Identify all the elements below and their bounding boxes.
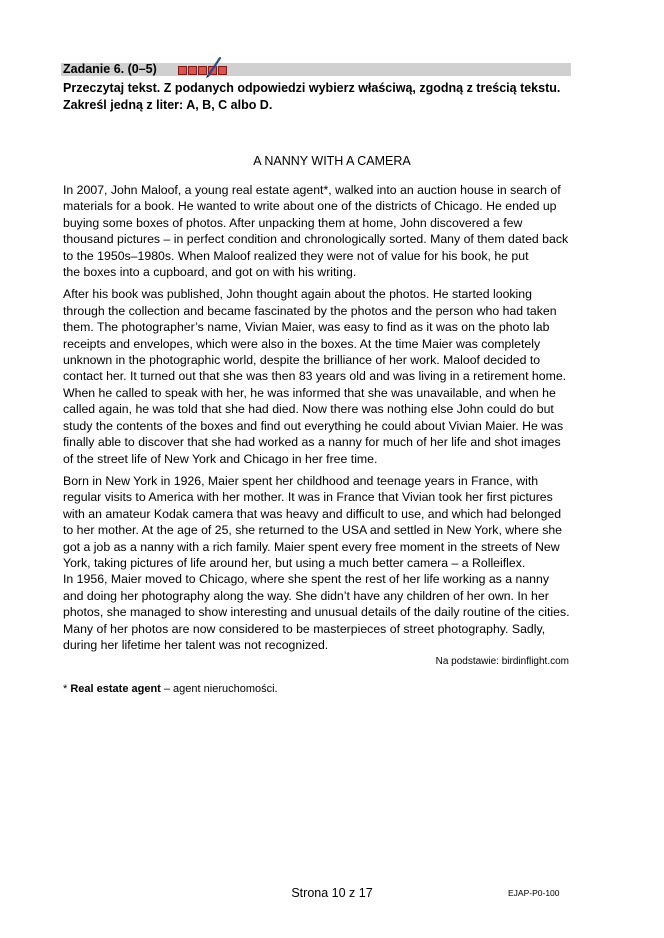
- text-line: photos, she managed to show interesting and unusual details of the daily routine of the cities.: [63, 605, 570, 620]
- footnote: [63, 683, 278, 696]
- text-line: to the 1950s–1980s. When Maloof realized they were not of value for his book, he put: [63, 248, 529, 263]
- text-line: of the street life of New York and Chicago in her free time.: [63, 451, 378, 466]
- task-title: Zadanie 6. (0–5): [63, 62, 157, 76]
- text-line: them. The photographer’s name, Vivian Maier, was easy to find as it was on the photo lab: [63, 320, 550, 335]
- text-line: unknown in the photographic world, despite the brilliance of her work. Maloof decided to: [63, 353, 541, 368]
- article-body: [63, 182, 578, 659]
- text-line: Many of her photos are now considered to be masterpieces of street photography. Sadly,: [63, 621, 546, 636]
- text-line: thousand pictures – in perfect condition and chronologically sorted. Many of them dated back: [63, 232, 569, 247]
- text-line: When he called to speak with her, he was informed that she was unavailable, and when he: [63, 385, 556, 400]
- text-line: study the contents of the boxes and find out everything he could about Vivian Maier. He was: [63, 418, 564, 433]
- text-line: to her mother. At the age of 25, she returned to the USA and settled in New York, where she: [63, 523, 563, 538]
- text-line: regular visits to America with her mother. It was in France that Vivian took her first pictures: [63, 490, 553, 505]
- footnote-term: Real estate agent: [70, 683, 161, 695]
- text-line: York, taking pictures of life around her, but using a much better camera – a Rolleiflex.: [63, 555, 526, 570]
- article-paragraph: [63, 473, 578, 653]
- text-line: contact her. It turned out that she was then 83 years old and was living in a retirement home.: [63, 369, 567, 384]
- page-number: Strona 10 z 17: [291, 886, 373, 900]
- article-paragraph: [63, 286, 578, 466]
- article-title: A NANNY WITH A CAMERA: [253, 154, 411, 168]
- text-line: through the collection and became fascinated by the photos and the person who had taken: [63, 303, 557, 318]
- footnote-marker: *: [63, 683, 71, 695]
- text-line: Born in New York in 1926, Maier spent her childhood and teenage years in France, with: [63, 473, 539, 488]
- article-paragraph: [63, 182, 578, 280]
- text-line: In 1956, Maier moved to Chicago, where she spent the rest of her life working as a nanny: [63, 572, 549, 587]
- text-line: during her lifetime her talent was not recognized.: [63, 637, 329, 652]
- instruction-line: Zakreśl jedną z liter: A, B, C albo D.: [63, 98, 273, 112]
- pen-icon: [206, 56, 222, 78]
- document-code: EJAP-P0-100: [508, 888, 560, 898]
- text-line: got a job as a nanny with a rich family. Maier spent every free moment in the streets of New: [63, 539, 560, 554]
- task-instructions: [63, 80, 578, 114]
- score-box: [178, 66, 187, 75]
- text-line: with an amateur Kodak camera that was heavy and difficult to use, and which had belonged: [63, 506, 562, 521]
- footnote-definition: – agent nieruchomości.: [160, 683, 278, 695]
- text-line: buying some boxes of photos. After unpacking them at home, John discovered a few: [63, 215, 523, 230]
- text-line: After his book was published, John thought again about the photos. He started looking: [63, 287, 532, 302]
- text-line: finally able to discover that she had worked as a nanny for much of her life and shot images: [63, 435, 561, 450]
- instruction-line: Przeczytaj tekst. Z podanych odpowiedzi wybierz właściwą, zgodną z treścią tekstu.: [63, 81, 561, 95]
- source-note: Na podstawie: birdinflight.com: [435, 656, 569, 667]
- text-line: called again, he was told that she had died. Now there was nothing else John could do but: [63, 402, 554, 417]
- score-box: [188, 66, 197, 75]
- text-line: materials for a book. He wanted to write about one of the districts of Chicago. He ended up: [63, 199, 557, 214]
- text-line: and doing her photography along the way. She didn’t have any children of her own. In her: [63, 588, 549, 603]
- text-line: the boxes into a cupboard, and got on with his writing.: [63, 265, 357, 280]
- text-line: receipts and envelopes, which were also in the boxes. At the time Maier was completely: [63, 336, 541, 351]
- text-line: In 2007, John Maloof, a young real estate agent*, walked into an auction house in search of: [63, 183, 561, 197]
